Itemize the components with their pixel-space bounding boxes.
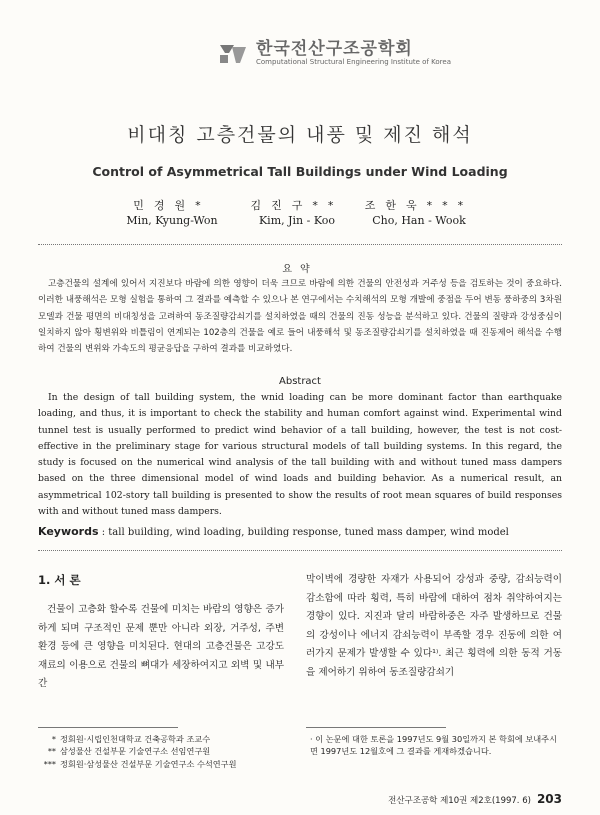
affiliation-item: *** 정회원·삼성물산 건설부문 기술연구소 수석연구원 [43,758,237,769]
body-column-left: 건물이 고층화 할수록 건물에 미치는 바람의 영향은 증가하게 되며 구조적인 문제 뿐만 아니라 외장, 거주성, 주변 환경 등에 큰 영향을 미치된다. 현대의 고층건물은 고강도 재료의 이용으로 건물의 뼈대가 세장하여지고 외벽 및 내부 간 [38,604,284,689]
abstract-ko-heading: 요약 [282,264,318,275]
author-name-en: Kim, Jin - Koo [258,214,336,227]
page-number: 203 [536,792,562,806]
author-name-ko: 김진구** [250,199,344,212]
section-1-title: 1. 서 론 [38,573,81,587]
footnote-rule [306,727,446,728]
paper-title-en: Control of Asymmetrical Tall Buildings under Wind Loading [92,164,508,179]
author-name-en: Min, Kyung-Won [126,214,218,227]
keywords-colon: : [98,527,109,538]
author-3 [354,198,484,228]
keywords-label: Keywords [38,525,99,538]
abstract-ko: 고층건물의 설계에 있어서 지진보다 바람에 의한 영향이 더욱 크므로 바람에 의한 건물의 안전성과 거주성 등을 검토하는 것이 중요하다. 이러한 내풍해석은 모형 실험을 통하여 그 결과를 예측할 수 있으나 본 연구에서는 수치해석의 모형 개발에 중점을 두어 변동 풍하중의 3차원 모델과 건물 평면의 비대칭성을 고려하여 동조질량감쇠기를 설치하였을 때의 건물의 진동 성능을 분석하고 있다. 건물의 질량과 강성중심이 일치하지 않아 횡변위와 비틀림이 연계되는 102층의 건물을 예로 들어 내풍해석 및 동조질량감쇠기를 설치하였을 때 진동제어 해석을 수행하여 건물의 변위와 가속도의 평균응답을 구하여 결과를 비교하였다. [38,279,562,355]
abstract-en: In the design of tall building system, the wnid loading can be more dominant factor than earthquake loading, and thus, it is important to check the stability and human comfort against wind. Experimental wind tunnel test is usually performed to predict wind behavior of a tall building, however, the test is not cost-effective in the preliminary stage for various structural models of tall building systems. In this regard, the study is focused on the numerical wind analysis of the tall building with and without tuned mass dampers based on the three dimensional model of wind loads and building behavior. As a numerical result, an asymmetrical 102-story tall building is presented to show the results of root mean squares of build responses with and without tuned mass dampers. [38,392,562,518]
society-emblem-icon [218,41,248,67]
body-column-right: 막이벽에 경량한 자재가 사용되어 강성과 중량, 감쇠능력이 감소함에 따라 횡력, 특히 바람에 대하여 점차 취약하여지는 경향이 있다. 지진과 달리 바람하중은 자주 발생하므로 건물의 강성이나 에너지 감쇠능력이 부족할 경우 진동에 의한 여러가지 문제가 발생할 수 있다¹⁾. 최근 횡력에 의한 동적 거동을 제어하기 위하여 동조질량감쇠기 [306,574,562,678]
author-affiliations [34,733,294,770]
discussion-note: · 이 논문에 대한 토론을 1997년도 9월 30일까지 본 학회에 보내주시면 1997년도 12월호에 그 결과를 게재하겠습니다. [310,734,558,757]
society-name-en: Computational Structural Engineering Institute of Korea [256,58,451,66]
affiliation-item: ** 삼성물산 건설부문 기술연구소 선임연구원 [47,746,211,757]
footnote-rule [38,727,178,728]
author-2 [232,198,362,228]
author-name-ko: 조한욱*** [364,199,474,212]
affiliation-item: * 정회원·시립인천대학교 건축공학과 조교수 [51,734,211,744]
society-logo [218,40,451,67]
page-footer [388,792,562,806]
keywords [38,525,562,538]
paper-title-ko: 비대칭 고층건물의 내풍 및 제진 해석 [127,124,473,146]
author-name-ko: 민경원* [133,199,211,212]
divider [38,550,562,551]
journal-info: 전산구조공학 제10권 제2호(1997. 6) [388,796,531,806]
author-name-en: Cho, Han - Wook [372,214,466,227]
author-1 [107,198,237,228]
keywords-list: tall building, wind loading, building response, tuned mass damper, wind model [108,527,509,538]
divider [38,244,562,245]
abstract-en-heading: Abstract [279,376,321,387]
society-name-ko: 한국전산구조공학회 [256,39,413,59]
